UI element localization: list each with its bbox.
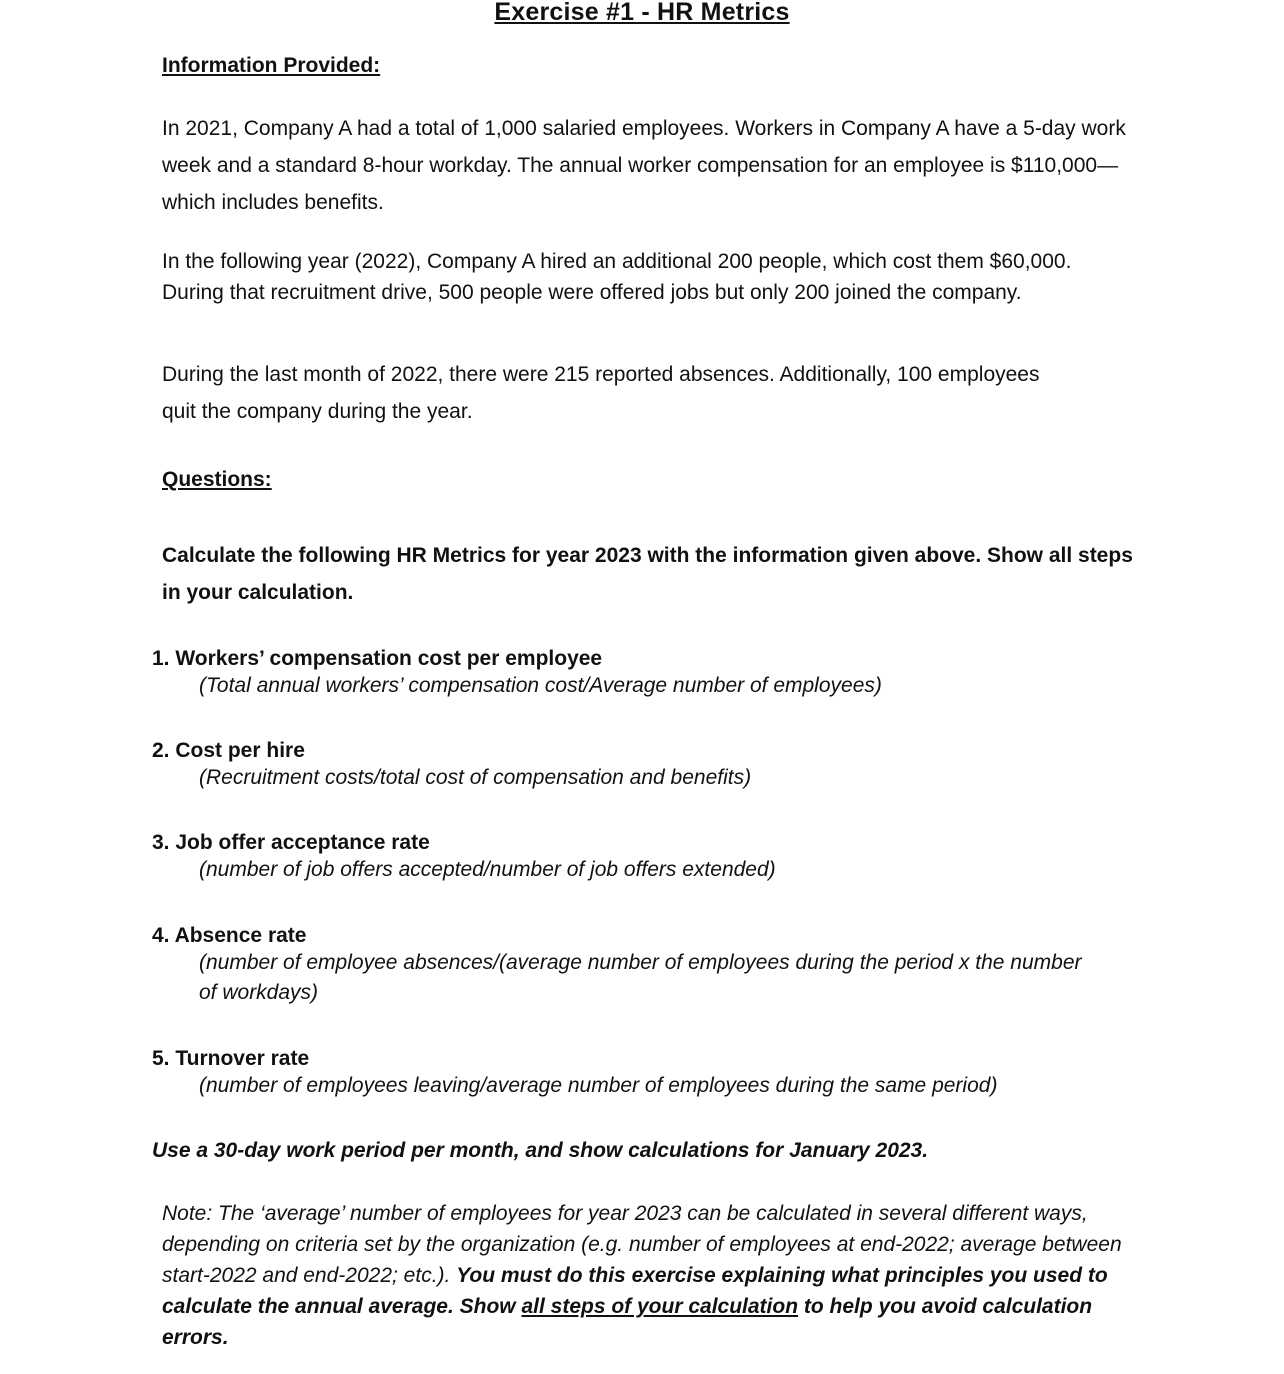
note-part-1: Note: The ‘average’ number of employees for year 2023 can be calculated in several different ways, depending on criteria set by the organization (e.g. number of employees at end-2022; average between start-2022 and end-2022; etc.). (162, 1202, 1122, 1287)
question-formula: (Recruitment costs/total cost of compensation and benefits) (199, 766, 752, 789)
note-part-3: all steps of your calculation (521, 1295, 799, 1318)
question-title: 5. Turnover rate (152, 1047, 310, 1070)
note-part-4: to help you avoid calculation errors. (162, 1295, 1093, 1349)
question-formula: (Total annual workers’ compensation cost/Average number of employees) (199, 674, 882, 697)
question-formula: (number of employee absences/(average number of employees during the period x the number of workdays) (199, 951, 1082, 1004)
question-title: 4. Absence rate (152, 924, 307, 947)
questions-heading: Questions: (162, 468, 272, 491)
question-item (152, 647, 1099, 701)
question-title: 2. Cost per hire (152, 739, 305, 762)
question-item (152, 924, 1099, 1008)
page-title: Exercise #1 - HR Metrics (494, 0, 790, 26)
paragraph-hiring: In the following year (2022), Company A hired an additional 200 people, which cost them $60,000. During that recruitment drive, 500 people were offered jobs but only 200 joined the company. (162, 250, 1072, 304)
note-part-2: You must do this exercise explaining what principles you used to calculate the annual average. Show (162, 1264, 1108, 1318)
question-formula: (number of employees leaving/average number of employees during the same period) (199, 1074, 998, 1097)
paragraph-absences: During the last month of 2022, there were 215 reported absences. Additionally, 100 employees quit the company during the year. (162, 363, 1040, 423)
question-title: 1. Workers’ compensation cost per employee (152, 647, 603, 670)
question-item (152, 831, 1099, 885)
work-period-instruction: Use a 30-day work period per month, and show calculations for January 2023. (152, 1139, 929, 1162)
paragraph-company-info: In 2021, Company A had a total of 1,000 salaried employees. Workers in Company A have a 5-day work week and a standard 8-hour workday. The annual worker compensation for an employee is $110,000—which includes benefits. (162, 117, 1126, 214)
question-title: 3. Job offer acceptance rate (152, 831, 430, 854)
instruction-text: Calculate the following HR Metrics for year 2023 with the information given above. Show all steps in your calculation. (162, 544, 1133, 604)
note-text (162, 1198, 1137, 1353)
question-item (152, 739, 1099, 793)
question-item (152, 1047, 1119, 1101)
info-heading: Information Provided: (162, 54, 381, 77)
question-formula: (number of job offers accepted/number of job offers extended) (199, 858, 776, 881)
